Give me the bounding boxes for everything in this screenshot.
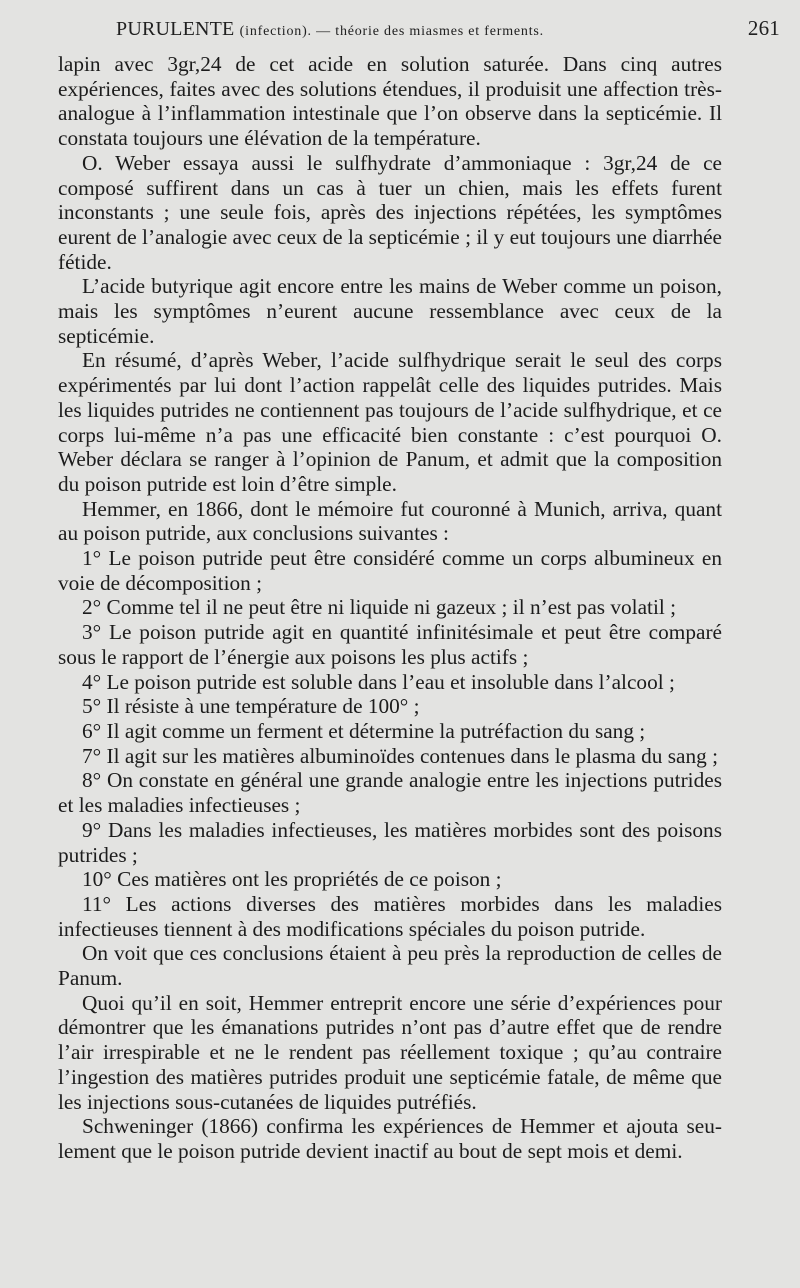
body-text <box>58 52 722 1164</box>
conclusion-item: 1° Le poison putride peut être considéré comme un corps albumineux en voie de décomposition ; <box>58 546 722 595</box>
paragraph-panum-reproduction: On voit que ces conclusions étaient à peu près la reproduction de celles de Panum. <box>58 941 722 991</box>
conclusions-list <box>58 546 722 941</box>
conclusion-item: 4° Le poison putride est soluble dans l’eau et insoluble dans l’alcool ; <box>82 669 675 694</box>
conclusion-item: 6° Il agit comme un ferment et détermine la putréfaction du sang ; <box>82 718 646 743</box>
paragraph-en-resume: En résumé, d’après Weber, l’acide sulfhydrique serait le seul des corps expérimentés par lui dont l’action rappelât celle des liquides putrides. Mais les liquides putrides ne contiennent pas toujours de l’acide sulfhydrique, et ce corps lui-même n’a pas une efficacité bien constante : c’est pourquoi O. Weber déclara se ranger à l’opinion de Panum, et admit que la composition du poison putride est loin d’être simple. <box>58 348 722 496</box>
paragraph-schweninger: Schweninger (1866) confirma les expériences de Hemmer et ajouta seulement que le poison putride devient inactif au bout de sept mois et demi. <box>58 1114 722 1163</box>
running-head-title-small: (infection). — théorie des miasmes et ferments. <box>239 24 544 39</box>
conclusion-item: 8° On constate en général une grande analogie entre les injections putrides et les maladies infectieuses ; <box>58 768 722 818</box>
conclusion-item: 7° Il agit sur les matières albuminoïdes contenues dans le plasma du sang ; <box>82 743 719 768</box>
conclusion-item: 10° Ces matières ont les propriétés de ce poison ; <box>82 867 502 892</box>
conclusion-item: 9° Dans les maladies infectieuses, les matières morbides sont des poisons putrides ; <box>58 817 722 867</box>
page-number: 261 <box>747 16 780 40</box>
paragraph-continuation: lapin avec 3gr,24 de cet acide en solution saturée. Dans cinq autres expériences, faites avec des solutions étendues, il produisit une affection très-analogue à l’inflammation intestinale que l’on observe dans la septicémie. Il constata toujours une élévation de la température. <box>58 52 722 151</box>
running-head <box>58 16 780 52</box>
conclusion-item: 2° Comme tel il ne peut être ni liquide ni gazeux ; il n’est pas volatil ; <box>82 595 677 620</box>
conclusion-item: 5° Il résiste à une température de 100° ; <box>82 694 420 719</box>
paragraph-acide-butyrique: L’acide butyrique agit encore entre les mains de Weber comme un poison, mais les symptômes n’eurent aucune ressemblance avec ceux de la septicémie. <box>58 274 722 348</box>
paragraph-weber-sulfhydrate: O. Weber essaya aussi le sulfhydrate d’ammoniaque : 3gr,24 de ce composé suffirent dans un cas à tuer un chien, mais les effets furent inconstants ; une seule fois, après des injections répétées, les symptômes eurent de l’analogie avec ceux de la septicémie ; il y eut toujours une diarrhée fétide. <box>58 150 722 274</box>
running-head-title-main: PURULENTE <box>116 18 235 40</box>
conclusion-item: 11° Les actions diverses des matières morbides dans les maladies infectieuses tiennent à des modifications spéciales du poison putride. <box>58 891 722 941</box>
conclusion-item: 3° Le poison putride agit en quantité infinitésimale et peut être comparé sous le rapport de l’énergie aux poisons les plus actifs ; <box>58 620 722 669</box>
paragraph-hemmer-intro: Hemmer, en 1866, dont le mémoire fut couronné à Munich, arriva, quant au poison putride, aux conclusions suivantes : <box>58 496 722 546</box>
paragraph-hemmer-experiences: Quoi qu’il en soit, Hemmer entreprit encore une série d’expériences pour démontrer que les émanations putrides n’ont pas d’autre effet que de rendre l’air irrespirable et ne le rendent pas réellement toxique ; qu’au contraire l’ingestion des matières putrides produit une septicémie fatale, de même que les injections sous-cutanées de liquides putréfiés. <box>58 990 722 1114</box>
running-head-title <box>116 18 544 41</box>
